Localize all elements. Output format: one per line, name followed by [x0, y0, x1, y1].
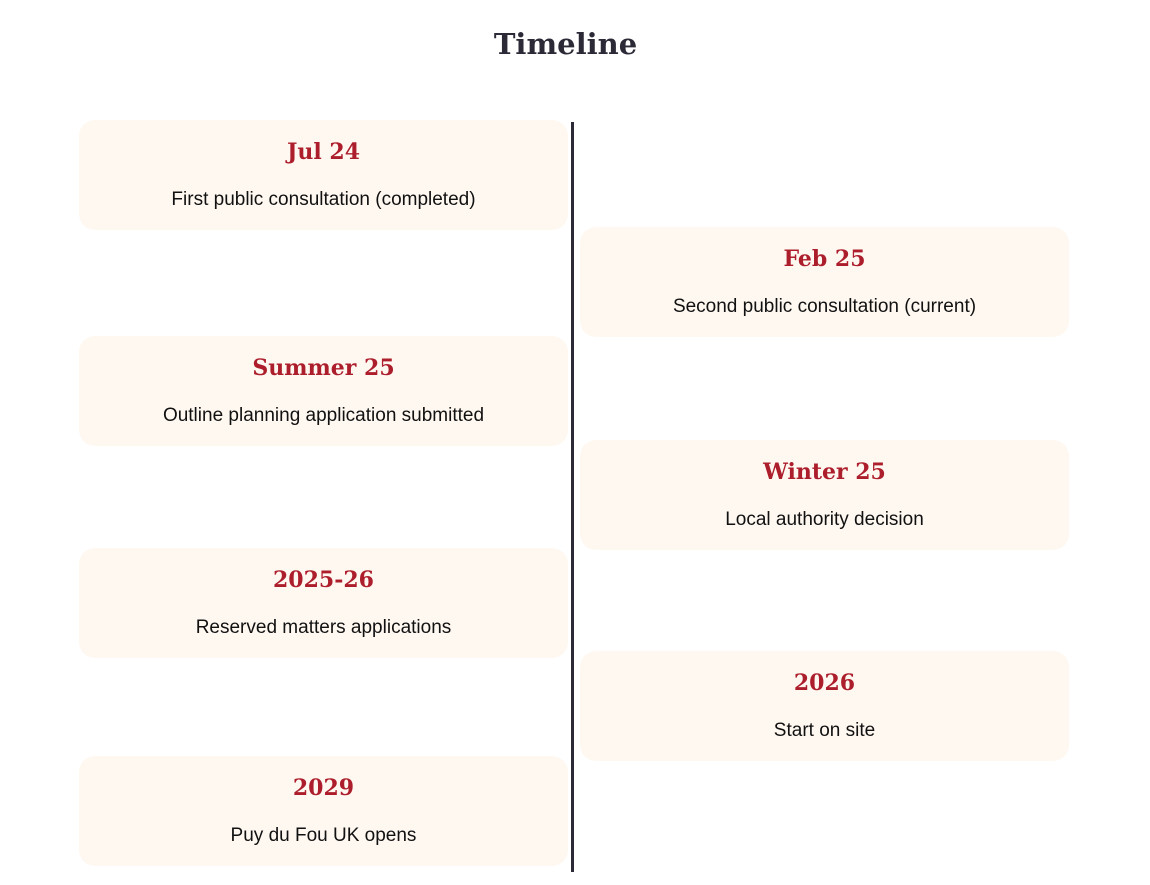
timeline-card-2029 [79, 756, 568, 866]
timeline-card-description: Start on site [773, 720, 876, 741]
timeline-card-2025-26 [79, 548, 568, 658]
timeline-card-date: Winter 25 [763, 459, 886, 485]
timeline-card-description: Local authority decision [725, 509, 924, 530]
timeline-card-description: Second public consultation (current) [672, 296, 977, 317]
timeline-card-summer-25 [79, 336, 568, 446]
timeline-card-description: First public consultation (completed) [171, 189, 476, 210]
timeline-card-winter-25 [580, 440, 1069, 550]
timeline-card-description: Outline planning application submitted [162, 405, 485, 426]
timeline-card-date: Feb 25 [783, 246, 866, 272]
timeline-card-jul-24 [79, 120, 568, 230]
timeline-card-description: Reserved matters applications [195, 617, 452, 638]
timeline-card-date: Summer 25 [252, 355, 395, 381]
timeline-card-date: 2029 [292, 775, 355, 801]
timeline-card-date: 2025-26 [273, 567, 374, 593]
page-title: Timeline [493, 27, 638, 61]
timeline-card-date: 2026 [793, 670, 856, 696]
timeline-card-date: Jul 24 [286, 139, 361, 165]
timeline-card-feb-25 [580, 227, 1069, 337]
timeline-card-description: Puy du Fou UK opens [230, 825, 417, 846]
timeline-line [571, 122, 574, 872]
timeline-card-2026 [580, 651, 1069, 761]
